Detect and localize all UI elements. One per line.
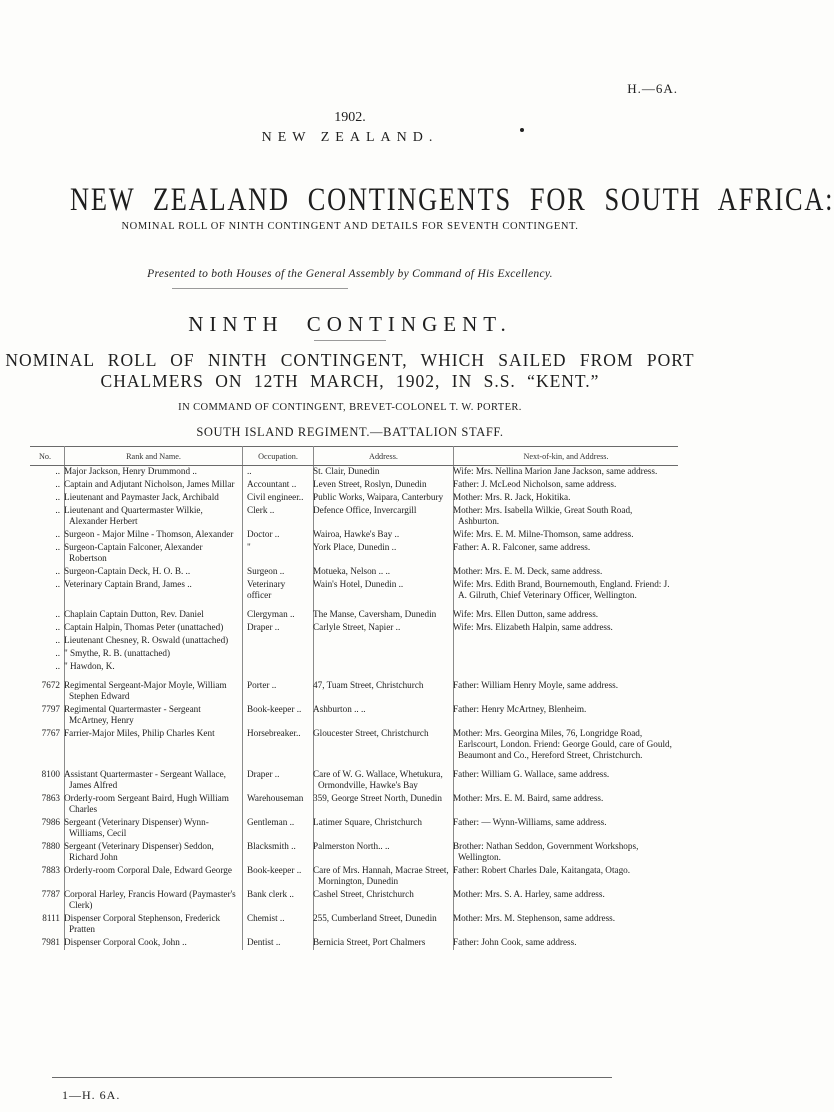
cell-next-of-kin: Wife: Mrs. Nellina Marion Jane Jackson, same address. [453, 466, 658, 476]
cell-rank-name: Lieutenant and Quartermaster Wilkie, Alexander Herbert [65, 505, 243, 529]
cell-occupation: Draper .. [243, 622, 314, 635]
table-row [30, 542, 678, 566]
cell-occupation: Veterinary officer [243, 579, 314, 603]
column-header-occupation: Occupation. [243, 447, 314, 466]
table-row [30, 648, 678, 661]
cell-address: Carlyle Street, Napier .. [314, 622, 454, 635]
cell-next-of-kin: Mother: Mrs. Isabella Wilkie, Great South Road, Ashburton. [453, 505, 633, 526]
cell-occupation: Dentist .. [243, 937, 314, 950]
cell-rank-name: Captain and Adjutant Nicholson, James Millar [65, 479, 243, 492]
cell-rank-name: Lieutenant Chesney, R. Oswald (unattached) [65, 635, 243, 648]
cell-address: Public Works, Waipara, Canterbury [314, 492, 454, 505]
cell-rank-name: Lieutenant and Paymaster Jack, Archibald [65, 492, 243, 505]
table-row [30, 889, 678, 913]
page-signature: 1—H. 6A. [62, 1088, 121, 1102]
cell-address [314, 648, 454, 661]
cell-number: 7986 [30, 817, 65, 841]
cell-number: .. [30, 566, 65, 579]
cell-address: St. Clair, Dunedin [314, 466, 454, 480]
cell-occupation: Warehouseman [243, 793, 314, 817]
cell-number: .. [30, 542, 65, 566]
cell-next-of-kin: Father: William G. Wallace, same address. [453, 769, 610, 779]
cell-rank-name: Surgeon-Captain Deck, H. O. B. .. [65, 566, 243, 579]
table-row [30, 937, 678, 950]
cell-address: 359, George Street North, Dunedin [314, 793, 454, 817]
cell-address [314, 661, 454, 674]
cell-next-of-kin: Wife: Mrs. Elizabeth Halpin, same address. [453, 622, 613, 632]
cell-rank-name: Major Jackson, Henry Drummond .. [65, 466, 243, 480]
cell-number: 7787 [30, 889, 65, 913]
cell-number: .. [30, 492, 65, 505]
table-row [30, 680, 678, 704]
cell-next-of-kin: Father: J. McLeod Nicholson, same address. [453, 479, 617, 489]
cell-address: York Place, Dunedin .. [314, 542, 454, 566]
cell-address: Leven Street, Roslyn, Dunedin [314, 479, 454, 492]
cell-address: 255, Cumberland Street, Dunedin [314, 913, 454, 937]
column-header-rank: Rank and Name. [65, 447, 243, 466]
cell-next-of-kin: Mother: Mrs. E. M. Baird, same address. [453, 793, 604, 803]
cell-rank-name: Regimental Sergeant-Major Moyle, William Stephen Edward [65, 680, 243, 704]
cell-rank-name: Captain Halpin, Thomas Peter (unattached) [65, 622, 243, 635]
cell-address: Defence Office, Invercargill [314, 505, 454, 529]
presented-note: Presented to both Houses of the General Assembly by Command of His Excellency. [147, 268, 553, 280]
cell-address: Palmerston North.. .. [314, 841, 454, 865]
cell-next-of-kin: Wife: Mrs. Ellen Dutton, same address. [453, 609, 599, 619]
table-row [30, 769, 678, 793]
cell-address: Wain's Hotel, Dunedin .. [314, 579, 454, 603]
table-row [30, 817, 678, 841]
cell-occupation: Clergyman .. [243, 609, 314, 622]
cell-occupation: Book-keeper .. [243, 704, 314, 728]
cell-next-of-kin: Father: William Henry Moyle, same address. [453, 680, 619, 690]
cell-occupation: Gentleman .. [243, 817, 314, 841]
cell-rank-name: Surgeon - Major Milne - Thomson, Alexander [65, 529, 243, 542]
document-reference: H.—6A. [627, 81, 678, 96]
table-body [30, 466, 678, 951]
command-line: IN COMMAND OF CONTINGENT, BREVET-COLONEL T. W. PORTER. [178, 402, 522, 413]
divider [314, 340, 386, 341]
cell-next-of-kin: Father: Robert Charles Dale, Kaitangata, Otago. [453, 865, 631, 875]
cell-rank-name: Corporal Harley, Francis Howard (Paymaster's Clerk) [65, 889, 243, 913]
cell-number: 7981 [30, 937, 65, 950]
cell-number: .. [30, 661, 65, 674]
cell-address [314, 635, 454, 648]
column-header-address: Address. [314, 447, 454, 466]
table-row [30, 579, 678, 603]
cell-number: .. [30, 579, 65, 603]
table-row [30, 704, 678, 728]
cell-rank-name: Chaplain Captain Dutton, Rev. Daniel [65, 609, 243, 622]
cell-occupation [243, 648, 314, 661]
regiment-heading: SOUTH ISLAND REGIMENT.—BATTALION STAFF. [196, 425, 504, 439]
table-row [30, 622, 678, 635]
ink-dot [520, 128, 524, 132]
cell-number: 7880 [30, 841, 65, 865]
document-title: NEW ZEALAND CONTINGENTS FOR SOUTH AFRICA: [70, 182, 834, 218]
table-row [30, 728, 678, 763]
cell-next-of-kin [454, 661, 679, 674]
cell-next-of-kin: Father: A. R. Falconer, same address. [453, 542, 591, 552]
cell-occupation: Clerk .. [243, 505, 314, 529]
cell-number: .. [30, 466, 65, 480]
table-row [30, 661, 678, 674]
cell-next-of-kin: Wife: Mrs. Edith Brand, Bournemouth, England. Friend: J. A. Gilruth, Chief Veterinary Officer, Wellington. [453, 579, 670, 600]
cell-next-of-kin: Wife: Mrs. E. M. Milne-Thomson, same address. [453, 529, 634, 539]
cell-rank-name: " Smythe, R. B. (unattached) [65, 648, 243, 661]
cell-number: 7767 [30, 728, 65, 763]
cell-rank-name: Farrier-Major Miles, Philip Charles Kent [65, 728, 243, 763]
cell-occupation: Chemist .. [243, 913, 314, 937]
cell-next-of-kin: Mother: Mrs. E. M. Deck, same address. [453, 566, 603, 576]
cell-address: Bernicia Street, Port Chalmers [314, 937, 454, 950]
divider [172, 288, 348, 289]
cell-number: 8111 [30, 913, 65, 937]
cell-next-of-kin: Mother: Mrs. S. A. Harley, same address. [453, 889, 605, 899]
table-row [30, 865, 678, 889]
cell-number: .. [30, 529, 65, 542]
column-header-next-of-kin: Next-of-kin, and Address. [454, 447, 679, 466]
cell-next-of-kin [454, 648, 679, 661]
column-header-no: No. [30, 447, 65, 466]
cell-rank-name: Assistant Quartermaster - Sergeant Wallace, James Alfred [65, 769, 243, 793]
cell-address: Gloucester Street, Christchurch [314, 728, 454, 763]
cell-rank-name: Orderly-room Corporal Dale, Edward George [65, 865, 243, 889]
table-row [30, 793, 678, 817]
cell-rank-name: Veterinary Captain Brand, James .. [65, 579, 243, 603]
cell-number: .. [30, 505, 65, 529]
cell-number: 7883 [30, 865, 65, 889]
cell-occupation: Bank clerk .. [243, 889, 314, 913]
cell-address: Care of Mrs. Hannah, Macrae Street, Mornington, Dunedin [314, 865, 454, 889]
cell-occupation: Accountant .. [243, 479, 314, 492]
cell-address: Latimer Square, Christchurch [314, 817, 454, 841]
table-row [30, 566, 678, 579]
table-header-row [30, 447, 678, 466]
roll-heading-line-2: CHALMERS ON 12TH MARCH, 1902, IN S.S. “KENT.” [100, 371, 600, 391]
bottom-rule [52, 1077, 612, 1078]
cell-occupation [243, 635, 314, 648]
cell-occupation: " [243, 542, 314, 566]
table-row [30, 913, 678, 937]
document-year: 1902. [334, 110, 366, 125]
cell-number: .. [30, 648, 65, 661]
cell-rank-name: Dispenser Corporal Stephenson, Frederick Pratten [65, 913, 243, 937]
cell-address: Cashel Street, Christchurch [314, 889, 454, 913]
country-heading: NEW ZEALAND. [261, 130, 439, 145]
cell-next-of-kin: Father: Henry McArtney, Blenheim. [453, 704, 587, 714]
cell-next-of-kin: Mother: Mrs. R. Jack, Hokitika. [453, 492, 571, 502]
cell-occupation: Surgeon .. [243, 566, 314, 579]
cell-number: .. [30, 635, 65, 648]
table-row [30, 529, 678, 542]
cell-next-of-kin: Brother: Nathan Seddon, Government Workshops, Wellington. [453, 841, 639, 862]
cell-address: 47, Tuam Street, Christchurch [314, 680, 454, 704]
cell-occupation: Porter .. [243, 680, 314, 704]
cell-next-of-kin: Father: — Wynn-Williams, same address. [453, 817, 607, 827]
cell-rank-name: Sergeant (Veterinary Dispenser) Wynn-Williams, Cecil [65, 817, 243, 841]
cell-rank-name: " Hawdon, K. [65, 661, 243, 674]
cell-address: The Manse, Caversham, Dunedin [314, 609, 454, 622]
cell-occupation [243, 661, 314, 674]
table-row [30, 505, 678, 529]
table-row [30, 492, 678, 505]
cell-number: .. [30, 622, 65, 635]
cell-address: Motueka, Nelson .. .. [314, 566, 454, 579]
cell-occupation: Draper .. [243, 769, 314, 793]
section-heading: NINTH CONTINGENT. [188, 312, 512, 336]
cell-rank-name: Sergeant (Veterinary Dispenser) Seddon, Richard John [65, 841, 243, 865]
nominal-roll-table [30, 446, 678, 950]
cell-occupation: Book-keeper .. [243, 865, 314, 889]
cell-number: .. [30, 609, 65, 622]
cell-occupation: .. [243, 466, 314, 480]
cell-number: 7672 [30, 680, 65, 704]
roll-heading-line-1: NOMINAL ROLL OF NINTH CONTINGENT, WHICH SAILED FROM PORT [5, 350, 695, 370]
cell-next-of-kin: Mother: Mrs. M. Stephenson, same address. [453, 913, 616, 923]
document-subtitle: NOMINAL ROLL OF NINTH CONTINGENT AND DETAILS FOR SEVENTH CONTINGENT. [121, 221, 579, 232]
table-row [30, 609, 678, 622]
cell-occupation: Doctor .. [243, 529, 314, 542]
table-row [30, 479, 678, 492]
table-row [30, 466, 678, 480]
cell-next-of-kin [454, 635, 679, 648]
cell-occupation: Horsebreaker.. [243, 728, 314, 763]
cell-address: Ashburton .. .. [314, 704, 454, 728]
cell-address: Care of W. G. Wallace, Whetukura, Ormondville, Hawke's Bay [314, 769, 454, 793]
cell-rank-name: Orderly-room Sergeant Baird, Hugh William Charles [65, 793, 243, 817]
cell-occupation: Blacksmith .. [243, 841, 314, 865]
cell-number: .. [30, 479, 65, 492]
table-row [30, 841, 678, 865]
cell-number: 7797 [30, 704, 65, 728]
table-row [30, 635, 678, 648]
cell-number: 7863 [30, 793, 65, 817]
cell-next-of-kin: Father: John Cook, same address. [453, 937, 577, 947]
cell-next-of-kin: Mother: Mrs. Georgina Miles, 76, Longridge Road, Earlscourt, London. Friend: George Gould, care of Gould, Beaumont and Co., Hereford Street, Christchurch. [453, 728, 672, 760]
cell-rank-name: Surgeon-Captain Falconer, Alexander Robertson [65, 542, 243, 566]
cell-address: Wairoa, Hawke's Bay .. [314, 529, 454, 542]
cell-rank-name: Regimental Quartermaster - Sergeant McArtney, Henry [65, 704, 243, 728]
cell-occupation: Civil engineer.. [243, 492, 314, 505]
cell-rank-name: Dispenser Corporal Cook, John .. [65, 937, 243, 950]
cell-number: 8100 [30, 769, 65, 793]
